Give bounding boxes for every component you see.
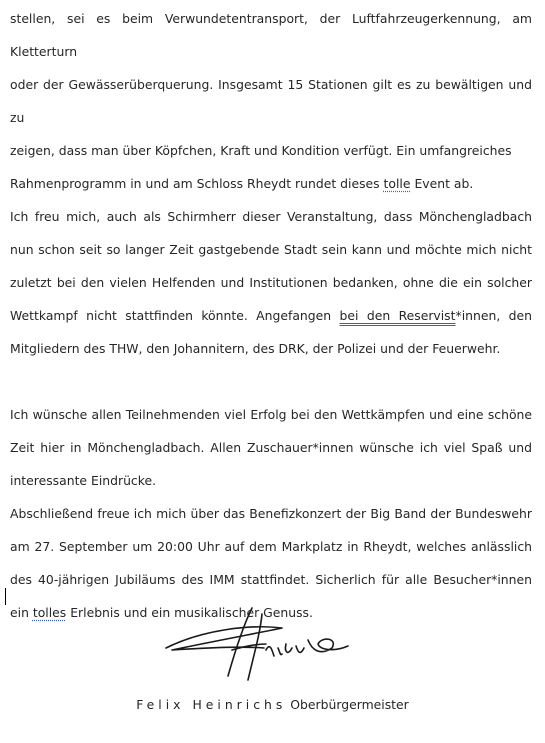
paragraph-event [10,2,532,200]
signatory-name: Felix Heinrichs [136,697,287,712]
signature-caption [0,697,545,712]
grammar-flag[interactable]: bei den Reservist [339,308,456,323]
text-line: Event ab. [410,176,474,191]
text-run: Ich freu mich, auch als Schirmherr dieser Veranstaltung, dass Mönchengladbach nun schon seit so langer Zeit gastgebende Stadt sein kann und möchte mich nicht zuletzt bei den vielen Helfenden und Institutionen bedanken, ohne die ein solcher Wettkampf nicht stattfinden könnte. Angefangen [10,209,532,323]
empty-line [10,365,532,398]
text-line: Rahmenprogramm in und am Schloss Rheydt rundet dieses [10,176,384,191]
spelling-flag[interactable]: tolles [32,605,67,620]
text-line: oder der Gewässerüberquerung. Insgesamt 15 Stationen gilt es zu bewältigen und zu [10,77,532,125]
paragraph-wishes: Ich wünsche allen Teilnehmenden viel Erfolg bei den Wettkämpfen und eine schöne Zeit hier in Mönchengladbach. Allen Zuschauer*innen wünsche ich viel Spaß und interessante Eindrücke. [10,407,532,488]
text-line: zeigen, dass man über Köpfchen, Kraft und Kondition verfügt. Ein umfangreiches [10,143,512,158]
text-line: stellen, sei es beim Verwundetentransport, der Luftfahrzeugerkennung, am Kletterturn [10,11,532,59]
document-body[interactable] [10,2,532,629]
signatory-title: Oberbürgermeister [290,697,409,712]
text-run: *innen, den Mitgliedern des THW, den Johannitern, des DRK, der Polizei und der Feuerwehr. [10,308,533,356]
spelling-flag[interactable]: tolle [383,176,411,191]
text-cursor [5,588,6,605]
handwritten-signature [162,604,382,684]
text-run: Abschließend freue ich mich über das Benefizkonzert der Big Band der Bundeswehr am 27. September um 20:00 Uhr auf dem Markplatz in Rheydt, welches anlässlich des 40-jährigen Jubiläums des IMM stattfindet. Sicherlich für alle Besucher*innen ein [10,506,532,620]
paragraph-thanks [10,200,532,365]
text-run: Erlebnis und ein musikalischer Genuss. [66,605,313,620]
